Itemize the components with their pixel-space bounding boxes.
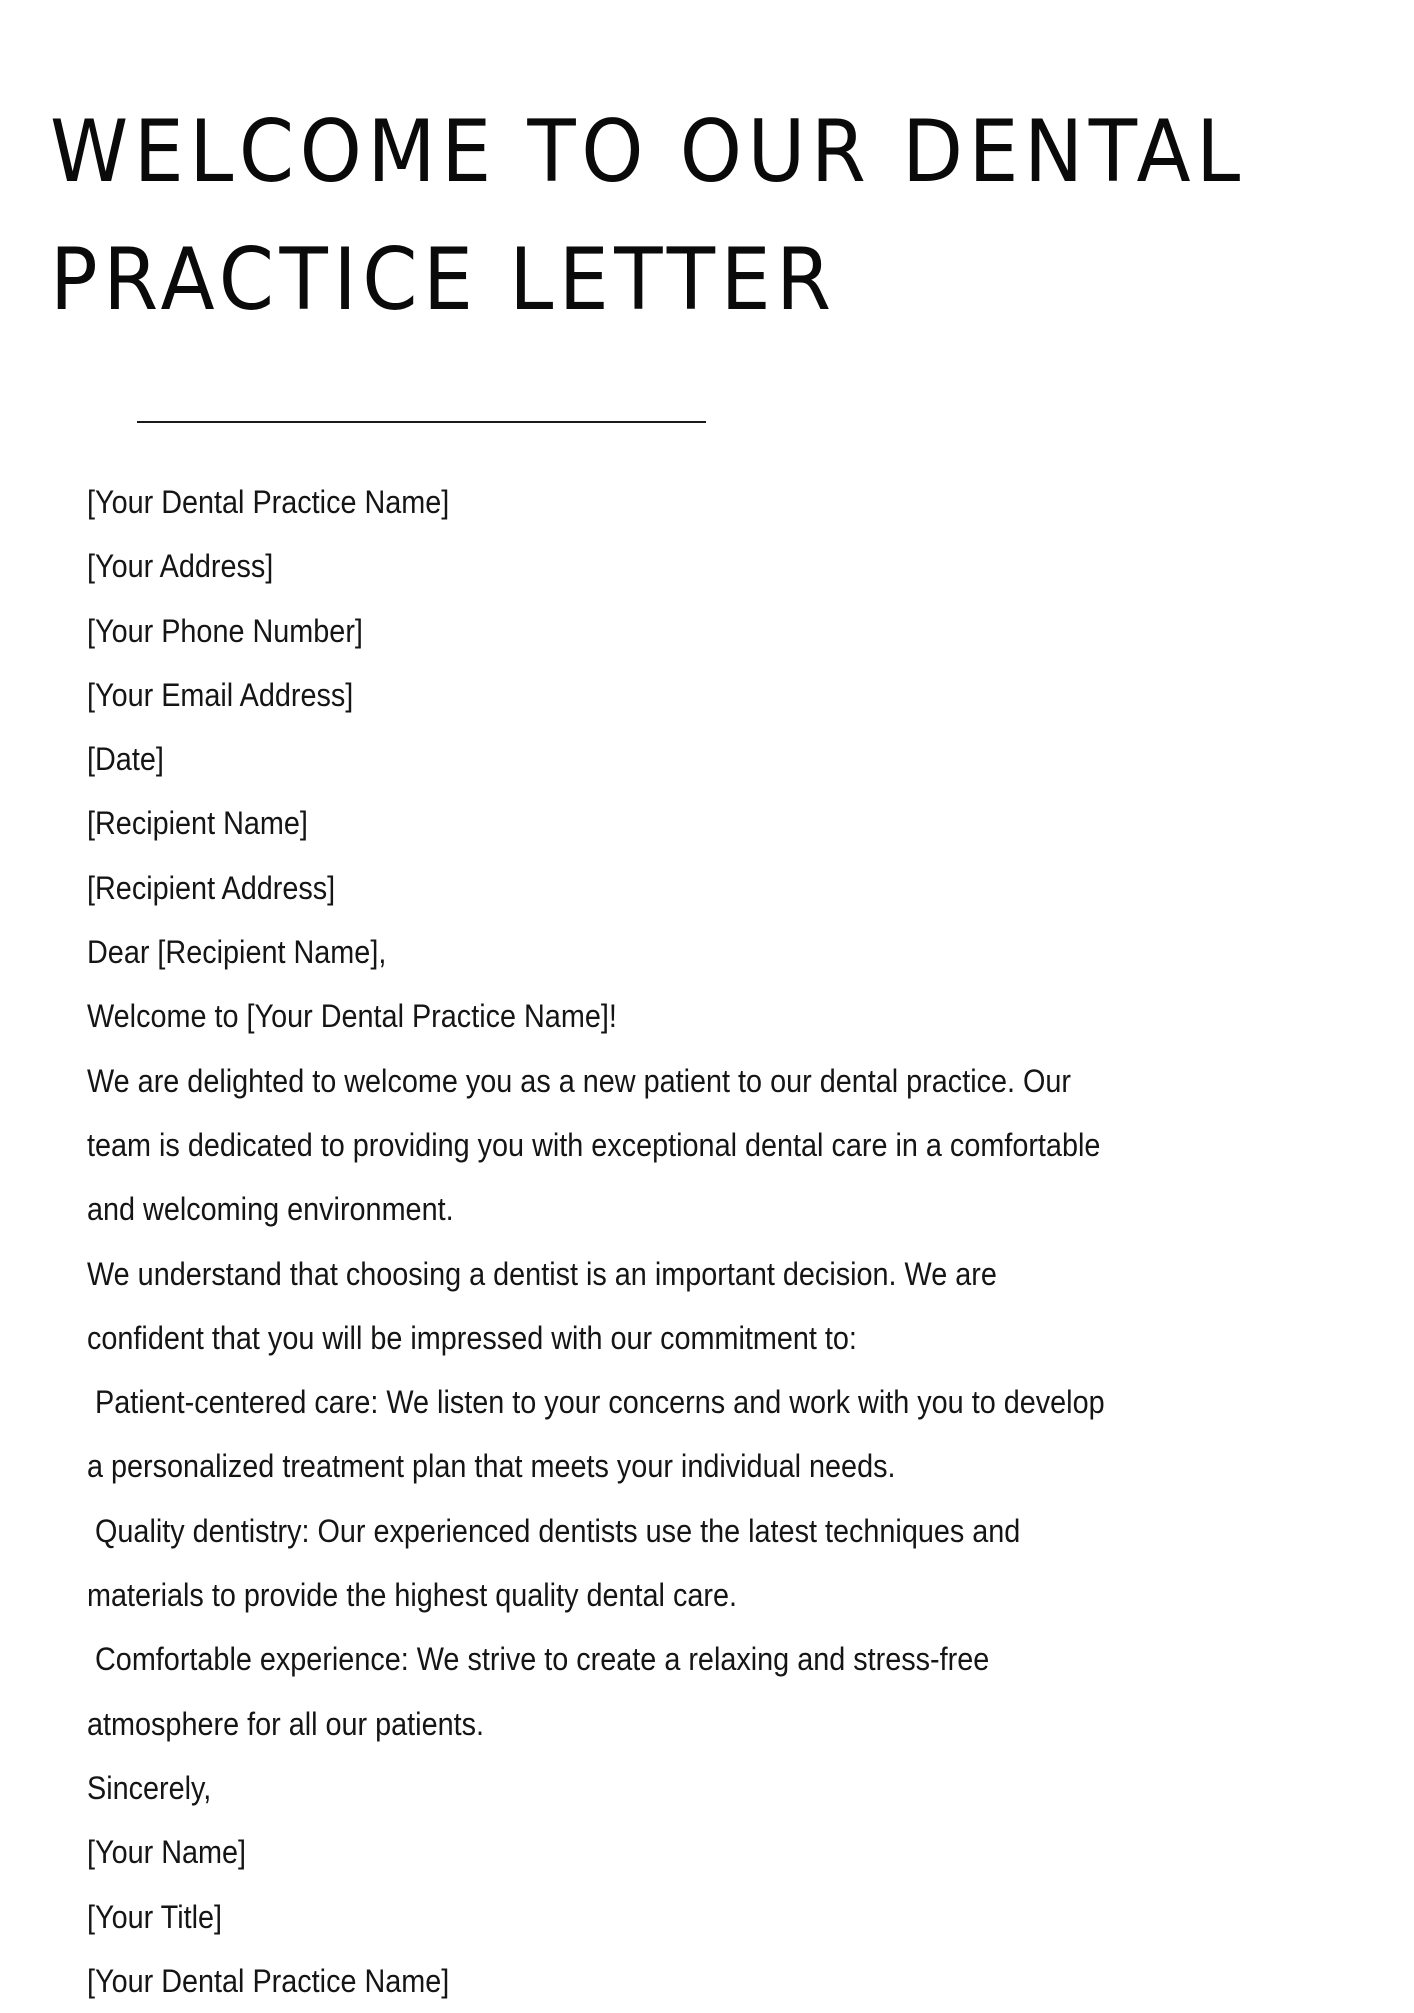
document-title (50, 88, 1283, 344)
divider-line (137, 421, 706, 423)
signer-practice-name: [Your Dental Practice Name] (87, 1962, 450, 1999)
recipient-address: [Recipient Address] (87, 869, 336, 906)
commitment-item-3-line-2: atmosphere for all our patients. (87, 1705, 485, 1742)
sender-phone: [Your Phone Number] (87, 612, 363, 649)
salutation: Dear [Recipient Name], (87, 934, 387, 971)
closing: Sincerely, (87, 1769, 212, 1806)
signer-title: [Your Title] (87, 1898, 223, 1935)
letter-date: [Date] (87, 741, 164, 778)
paragraph-1-line-3: and welcoming environment. (87, 1191, 454, 1228)
commitment-item-1-line-2: a personalized treatment plan that meets your individual needs. (87, 1448, 896, 1485)
commitment-item-3-line-1: Comfortable experience: We strive to create a relaxing and stress-free (87, 1641, 990, 1678)
sender-address: [Your Address] (87, 548, 274, 585)
recipient-name: [Recipient Name] (87, 805, 308, 842)
signer-name: [Your Name] (87, 1834, 247, 1871)
sender-practice-name: [Your Dental Practice Name] (87, 484, 450, 520)
title-line-2: PRACTICE LETTER (50, 230, 837, 330)
paragraph-1-line-2: team is dedicated to providing you with exceptional dental care in a comfortable (87, 1126, 1101, 1163)
paragraph-2-line-1: We understand that choosing a dentist is an important decision. We are (87, 1255, 997, 1292)
welcome-line: Welcome to [Your Dental Practice Name]! (87, 998, 617, 1035)
commitment-item-2-line-2: materials to provide the highest quality dental care. (87, 1577, 737, 1614)
paragraph-2-line-2: confident that you will be impressed with our commitment to: (87, 1319, 857, 1356)
commitment-item-2-line-1: Quality dentistry: Our experienced dentists use the latest techniques and (87, 1512, 1021, 1549)
sender-email: [Your Email Address] (87, 676, 354, 713)
letter-body (87, 470, 1347, 2013)
title-line-1: WELCOME TO OUR DENTAL (50, 102, 1246, 202)
commitment-item-1-line-1: Patient-centered care: We listen to your concerns and work with you to develop (87, 1384, 1105, 1421)
paragraph-1-line-1: We are delighted to welcome you as a new patient to our dental practice. Our (87, 1062, 1072, 1099)
